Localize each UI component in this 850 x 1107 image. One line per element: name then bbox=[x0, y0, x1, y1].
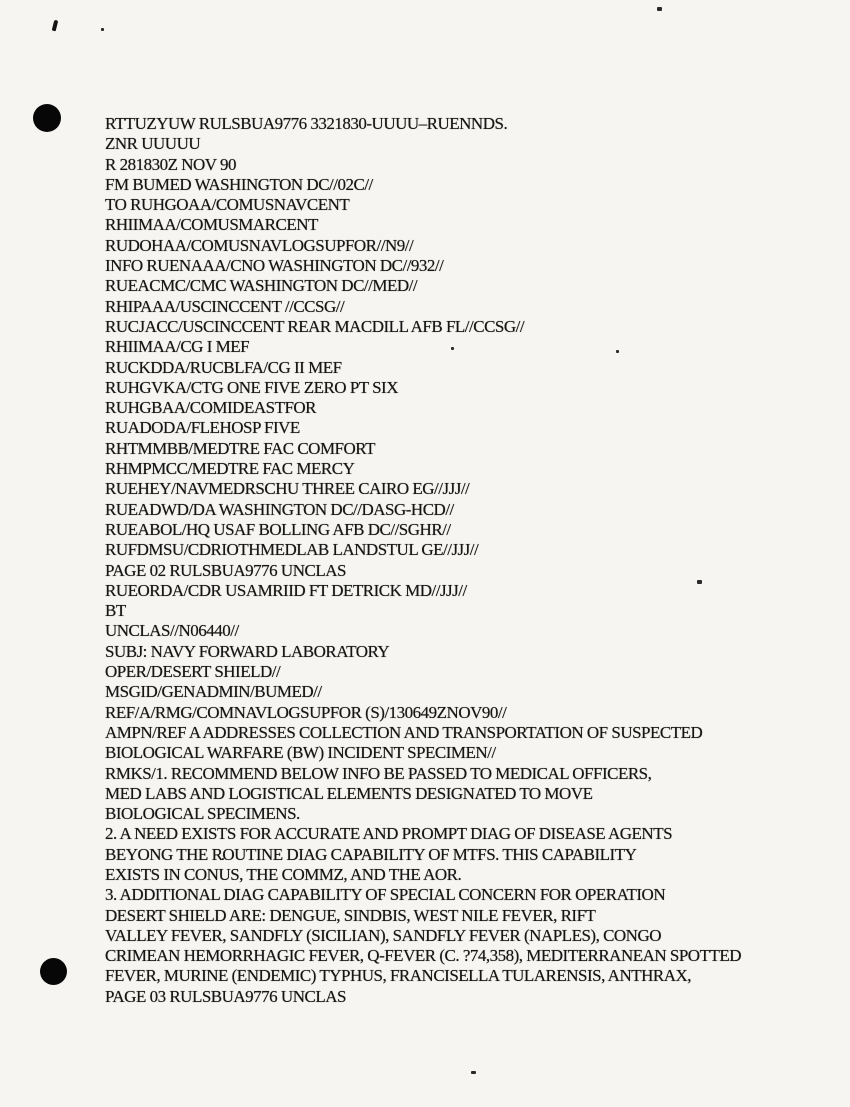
message-line: RUCJACC/USCINCCENT REAR MACDILL AFB FL//CCSG// bbox=[105, 316, 525, 336]
message-line: UNCLAS//N06440// bbox=[105, 621, 239, 641]
message-line: SUBJ: NAVY FORWARD LABORATORY bbox=[105, 641, 390, 661]
scan-speck bbox=[657, 7, 662, 11]
message-line: FM BUMED WASHINGTON DC//02C// bbox=[105, 174, 373, 194]
message-line: BIOLOGICAL WARFARE (BW) INCIDENT SPECIMEN// bbox=[105, 743, 496, 763]
message-line: RUFDMSU/CDRIOTHMEDLAB LANDSTUL GE//JJJ// bbox=[105, 540, 479, 560]
message-line: RUHGVKA/CTG ONE FIVE ZERO PT SIX bbox=[105, 377, 398, 397]
message-line: RUEORDA/CDR USAMRIID FT DETRICK MD//JJJ// bbox=[105, 580, 467, 600]
message-line: REF/A/RMG/COMNAVLOGSUPFOR (S)/130649ZNOV90// bbox=[105, 702, 507, 722]
message-line: FEVER, MURINE (ENDEMIC) TYPHUS, FRANCISELLA TULARENSIS, ANTHRAX, bbox=[105, 966, 692, 986]
message-line: BT bbox=[105, 601, 126, 621]
message-line: BIOLOGICAL SPECIMENS. bbox=[105, 804, 300, 824]
message-line: RUHGBAA/COMIDEASTFOR bbox=[105, 398, 317, 418]
message-line: VALLEY FEVER, SANDFLY (SICILIAN), SANDFLY FEVER (NAPLES), CONGO bbox=[105, 925, 662, 945]
message-line: OPER/DESERT SHIELD// bbox=[105, 662, 281, 682]
message-line: RMKS/1. RECOMMEND BELOW INFO BE PASSED TO MEDICAL OFFICERS, bbox=[105, 763, 652, 783]
hole-punch-top bbox=[33, 104, 61, 132]
message-line: BEYONG THE ROUTINE DIAG CAPABILITY OF MTFS. THIS CAPABILITY bbox=[105, 844, 637, 864]
message-line: ZNR UUUUU bbox=[105, 134, 201, 154]
message-line: RUEADWD/DA WASHINGTON DC//DASG-HCD// bbox=[105, 499, 454, 519]
scan-speck bbox=[471, 1071, 476, 1074]
message-line: RUEABOL/HQ USAF BOLLING AFB DC//SGHR// bbox=[105, 519, 451, 539]
message-line: INFO RUENAAA/CNO WASHINGTON DC//932// bbox=[105, 256, 444, 276]
message-line: RUEACMC/CMC WASHINGTON DC//MED// bbox=[105, 276, 418, 296]
message-line: CRIMEAN HEMORRHAGIC FEVER, Q-FEVER (C. ?74,358), MEDITERRANEAN SPOTTED bbox=[105, 946, 742, 966]
message-line: RHMPMCC/MEDTRE FAC MERCY bbox=[105, 459, 355, 479]
message-line: RUADODA/FLEHOSP FIVE bbox=[105, 418, 300, 438]
message-line: RHIIMAA/CG I MEF bbox=[105, 337, 250, 357]
message-line: PAGE 02 RULSBUA9776 UNCLAS bbox=[105, 560, 346, 580]
hole-punch-bottom bbox=[40, 958, 67, 985]
message-line: MSGID/GENADMIN/BUMED// bbox=[105, 682, 322, 702]
message-line: 3. ADDITIONAL DIAG CAPABILITY OF SPECIAL CONCERN FOR OPERATION bbox=[105, 885, 666, 905]
message-text bbox=[105, 114, 815, 1007]
message-line: RTTUZYUW RULSBUA9776 3321830-UUUU–RUENNDS. bbox=[105, 114, 508, 133]
message-line: MED LABS AND LOGISTICAL ELEMENTS DESIGNATED TO MOVE bbox=[105, 783, 593, 803]
message-line: RHIIMAA/COMUSMARCENT bbox=[105, 215, 318, 235]
message-line: PAGE 03 RULSBUA9776 UNCLAS bbox=[105, 986, 346, 1006]
message-line: 2. A NEED EXISTS FOR ACCURATE AND PROMPT DIAG OF DISEASE AGENTS bbox=[105, 824, 673, 844]
message-line: DESERT SHIELD ARE: DENGUE, SINDBIS, WEST NILE FEVER, RIFT bbox=[105, 905, 596, 925]
message-line: RUDOHAA/COMUSNAVLOGSUPFOR//N9// bbox=[105, 235, 414, 255]
message-line: RUEHEY/NAVMEDRSCHU THREE CAIRO EG//JJJ// bbox=[105, 479, 470, 499]
message-line: RUCKDDA/RUCBLFA/CG II MEF bbox=[105, 357, 342, 377]
scan-speck bbox=[101, 28, 104, 31]
message-line: EXISTS IN CONUS, THE COMMZ, AND THE AOR. bbox=[105, 864, 462, 884]
message-line: R 281830Z NOV 90 bbox=[105, 154, 236, 174]
message-line: RHTMMBB/MEDTRE FAC COMFORT bbox=[105, 438, 375, 458]
message-line: AMPN/REF A ADDRESSES COLLECTION AND TRANSPORTATION OF SUSPECTED bbox=[105, 722, 703, 742]
message-line: TO RUHGOAA/COMUSNAVCENT bbox=[105, 195, 350, 215]
message-line: RHIPAAA/USCINCCENT //CCSG// bbox=[105, 296, 345, 316]
pen-tick-mark bbox=[52, 20, 59, 32]
